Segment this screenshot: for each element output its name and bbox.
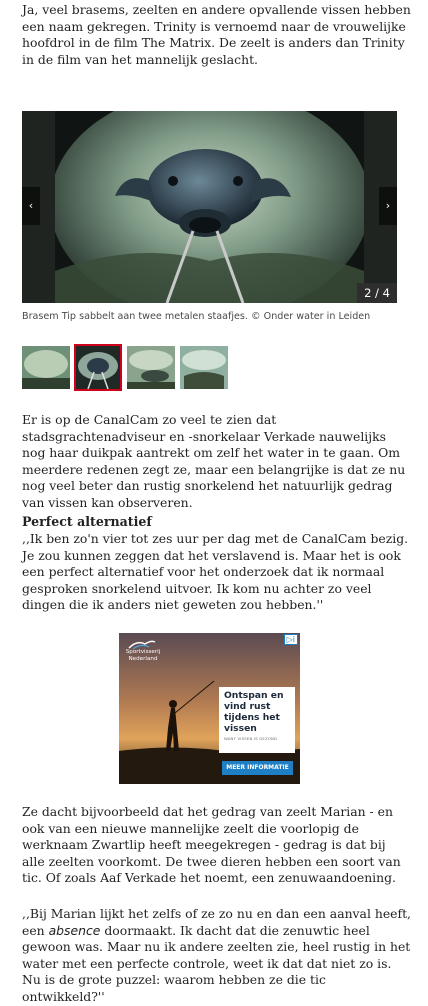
ad-logo-text: Sportvisserij Nederland: [125, 649, 161, 662]
quote-paragraph-2: ,,Bij Marian lijkt het zelfs of ze zo nu en dan een aanval heeft, een absence doormaakt. Ik dacht dat die zenuwtic heel gewoon was. Maar nu ik andere zeelten zie, heel rustig in het water met een perfecte controle, weet ik dat dat niet zo is. Nu is de grote puzzel: waarom hebben ze die tic ontwikkeld?'': [22, 906, 411, 1004]
body-paragraph-2: Ze dacht bijvoorbeeld dat het gedrag van zeelt Marian - en ook van een nieuwe mannelijke zeelt die voorlopig de werknaam Zwartlip heeft meegekregen - gedrag is dat bij alle zeelten voorkomt. De twee dieren hebben een soort van tic. Of zoals Aaf Verkade het noemt, een zenuwaandoening.: [22, 804, 401, 886]
gallery-photo: [55, 111, 364, 303]
advertisement[interactable]: [119, 633, 300, 784]
adchoices-icon[interactable]: ▷ⅰ: [284, 634, 298, 645]
photo-gallery[interactable]: [22, 111, 397, 303]
thumbnail-4[interactable]: [180, 346, 228, 389]
thumbnail-3[interactable]: [127, 346, 175, 389]
gallery-next-button[interactable]: ›: [379, 187, 397, 225]
ad-headline: Ontspan en vind rust tijdens het vissen: [224, 690, 284, 734]
quote-paragraph-1: ,,Ik ben zo'n vier tot zes uur per dag met de CanalCam bezig. Je zou kunnen zeggen dat het verslavend is. Maar het is ook een perfect alternatief voor het onderzoek dat ik normaal gesproken snorkelend uitvoer. Ik kom nu achter zo veel dingen die ik anders niet geweten zou hebben.'': [22, 531, 409, 613]
ad-message-card: [219, 687, 295, 753]
intro-paragraph: Ja, veel brasems, zeelten en andere opvallende vissen hebben een naam gekregen. Trinity is vernoemd naar de vrouwelijke hoofdrol in de film The Matrix. De zeelt is anders dan Trinity in de film van het mannelijk geslacht.: [22, 2, 411, 67]
gallery-counter: 2 / 4: [357, 283, 397, 303]
gallery-thumbnails: [22, 344, 232, 392]
thumbnail-1[interactable]: [22, 346, 70, 389]
gallery-prev-button[interactable]: ‹: [22, 187, 40, 225]
ad-cta-button[interactable]: MEER INFORMATIE: [222, 761, 293, 775]
emphasis-absence: absence: [48, 922, 101, 938]
thumbnail-2[interactable]: [74, 344, 122, 391]
ad-subline: WANT VISSEN IS GEZOND: [224, 736, 278, 741]
gallery-caption: Brasem Tip sabbelt aan twee metalen staafjes. © Onder water in Leiden: [22, 311, 371, 322]
body-paragraph-1: Er is op de CanalCam zo veel te zien dat stadsgrachtenadviseur en -snorkelaar Verkade nauwelijks nog haar duikpak aantrekt om zelf het water in te gaan. Om meerdere redenen zegt ze, maar een belangrijke is dat ze nu nog veel beter dan rustig snorkelend het natuurlijk gedrag van vissen kan observeren.: [22, 412, 406, 510]
subheading: Perfect alternatief: [22, 514, 152, 529]
